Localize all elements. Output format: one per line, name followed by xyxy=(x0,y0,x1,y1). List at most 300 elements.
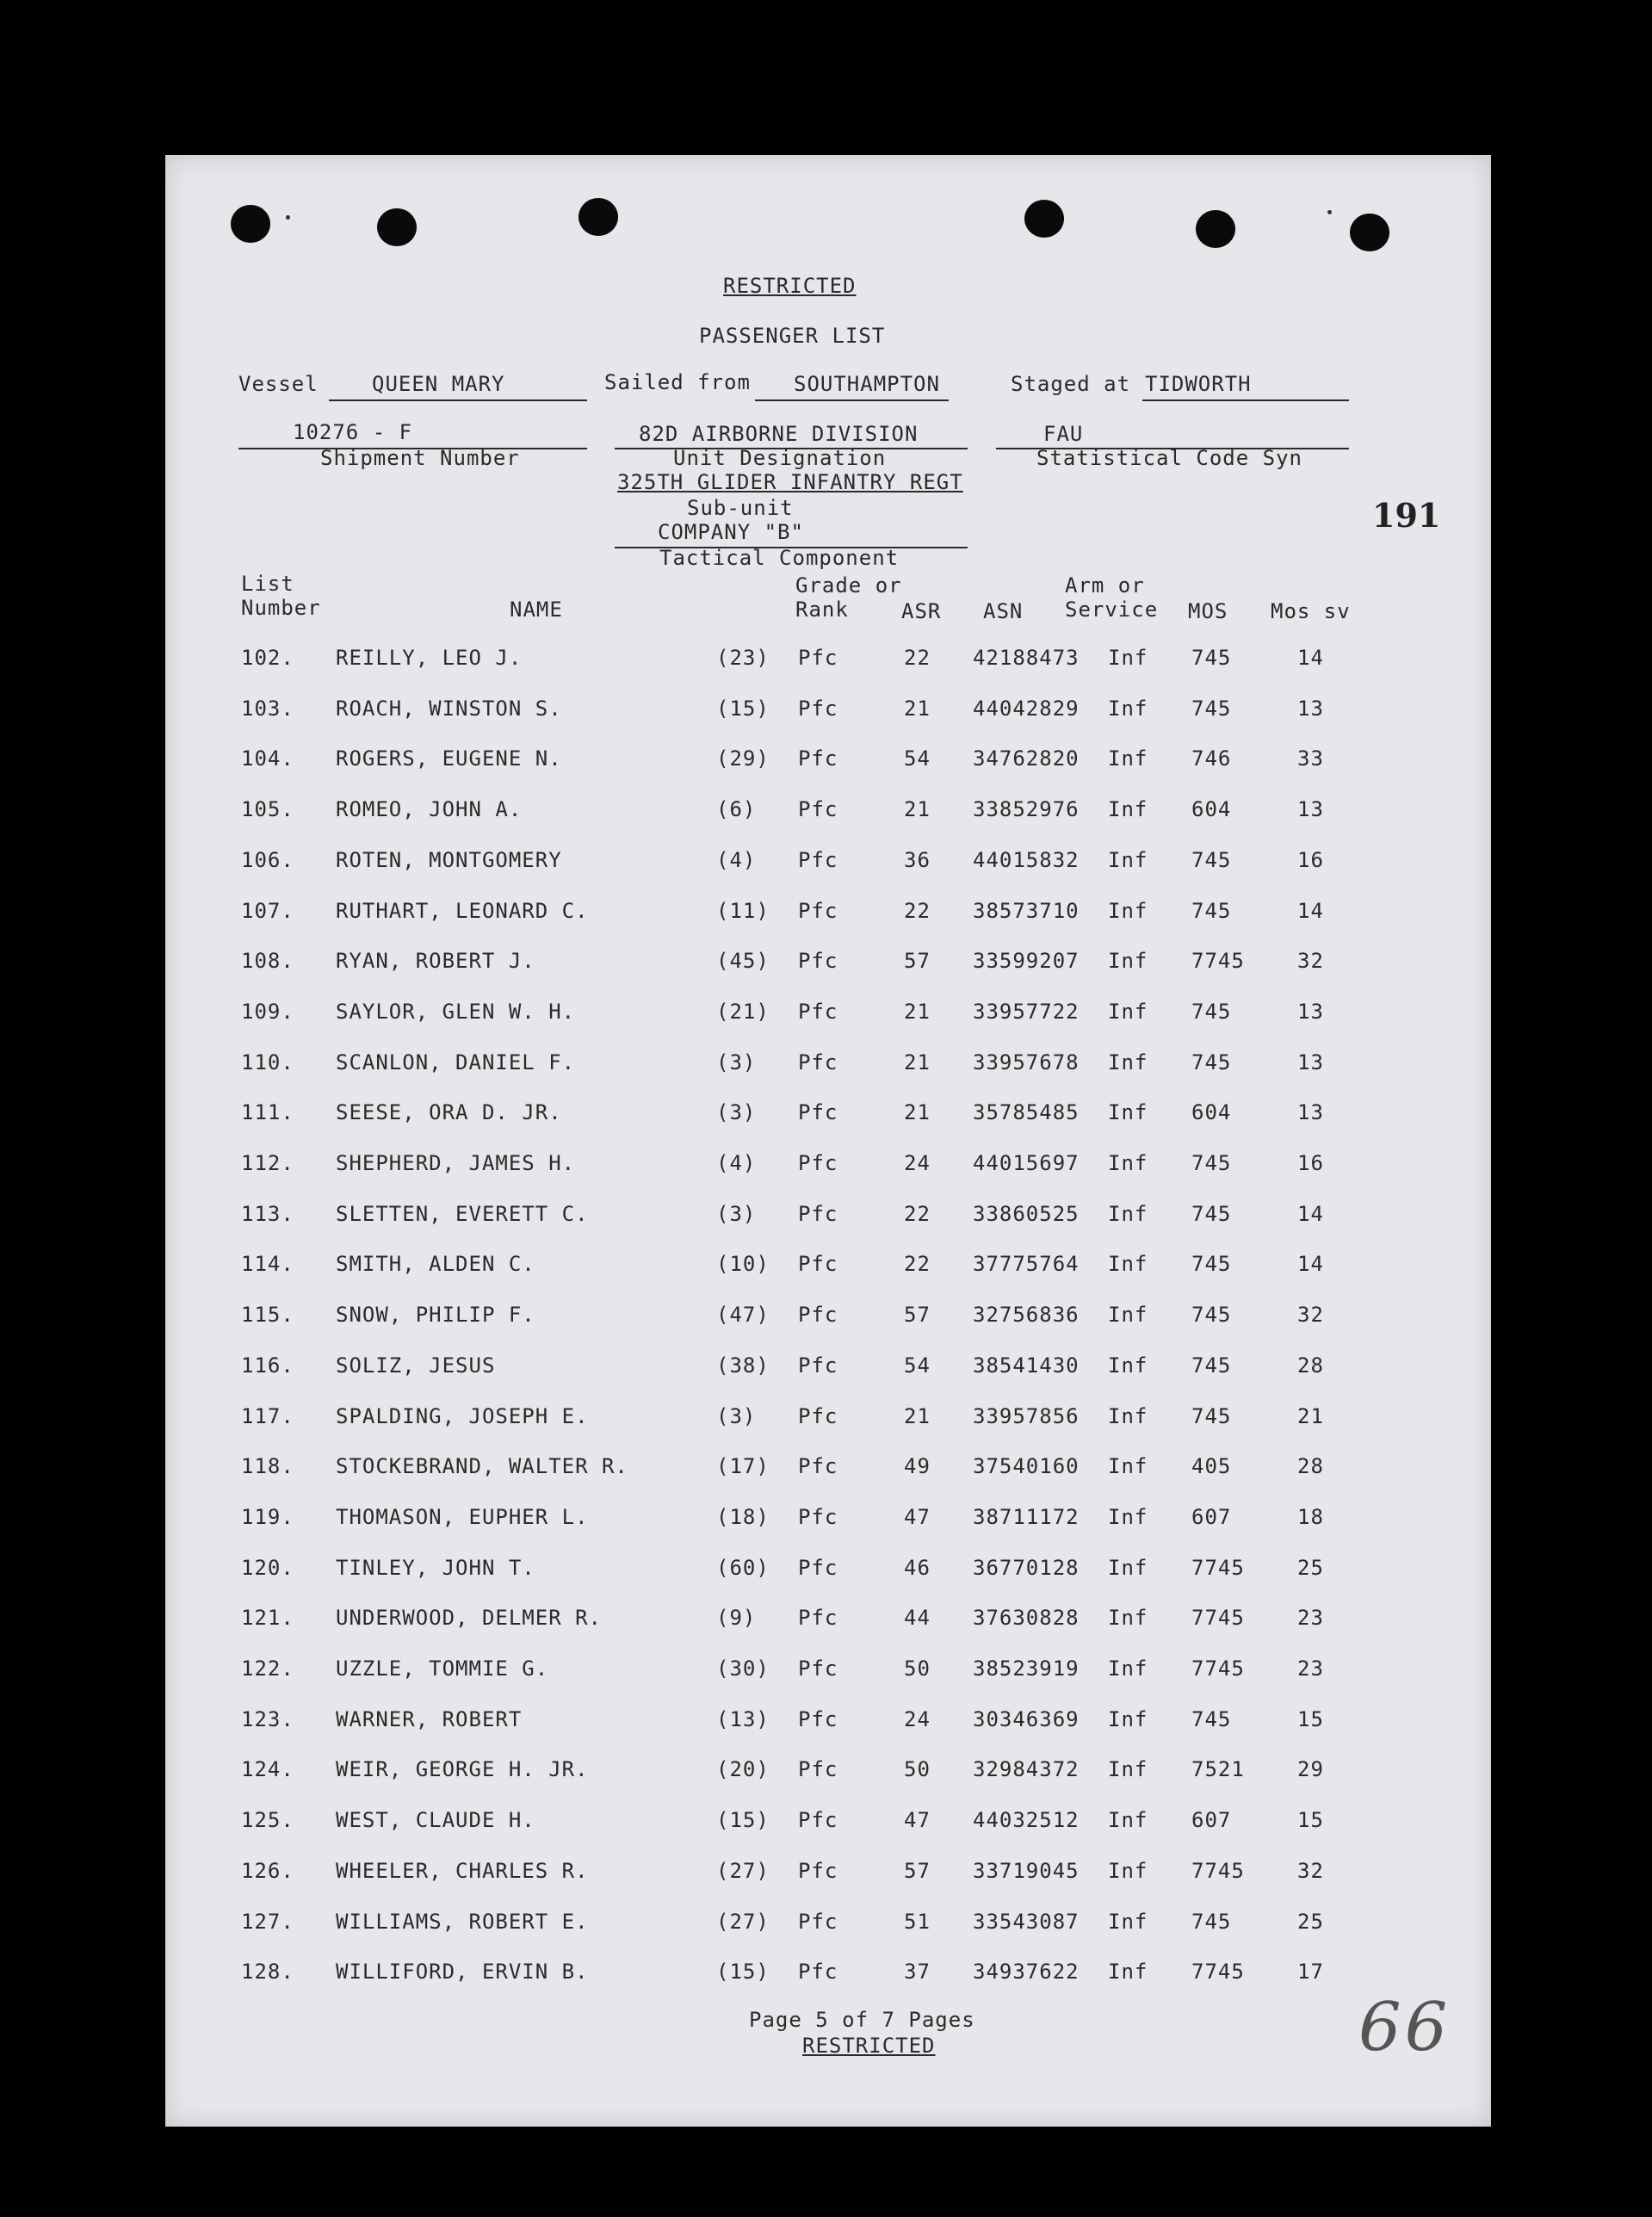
cell-asn: 36770128 xyxy=(973,1555,1080,1580)
punch-hole xyxy=(579,198,618,236)
table-row xyxy=(165,949,1491,983)
cell-asn: 33957722 xyxy=(973,999,1080,1024)
table-row xyxy=(165,1657,1491,1691)
cell-mos: 745 xyxy=(1191,898,1232,923)
cell-mossv: 16 xyxy=(1297,1151,1324,1175)
staged-line xyxy=(1142,399,1349,401)
table-row xyxy=(165,1100,1491,1135)
cell-mos: 745 xyxy=(1191,646,1232,670)
cell-arm: Inf xyxy=(1108,949,1148,974)
cell-mos: 7745 xyxy=(1191,1606,1245,1631)
cell-sv: (10) xyxy=(716,1252,770,1277)
cell-asr: 21 xyxy=(904,1100,931,1125)
cell-num: 104. xyxy=(241,746,294,771)
cell-grade: Pfc xyxy=(798,1454,838,1479)
col-grade-2: Rank xyxy=(795,598,849,622)
cell-mossv: 25 xyxy=(1297,1555,1324,1580)
cell-arm: Inf xyxy=(1108,696,1148,721)
cell-asr: 57 xyxy=(904,1858,931,1883)
cell-arm: Inf xyxy=(1108,847,1148,872)
table-row xyxy=(165,1252,1491,1286)
cell-mossv: 16 xyxy=(1297,847,1324,872)
cell-asr: 54 xyxy=(904,746,931,771)
cell-arm: Inf xyxy=(1108,1909,1148,1934)
cell-grade: Pfc xyxy=(798,1858,838,1883)
cell-sv: (3) xyxy=(716,1403,757,1428)
col-list-number-2: Number xyxy=(241,596,321,620)
cell-grade: Pfc xyxy=(798,1808,838,1833)
subunit-value: 325TH GLIDER INFANTRY REGT xyxy=(617,470,963,494)
cell-asr: 22 xyxy=(904,646,931,670)
cell-mossv: 13 xyxy=(1297,1050,1324,1074)
cell-asr: 47 xyxy=(904,1808,931,1833)
cell-grade: Pfc xyxy=(798,1555,838,1580)
cell-asn: 33957678 xyxy=(973,1050,1080,1074)
cell-name: TINLEY, JOHN T. xyxy=(336,1555,535,1580)
cell-name: WILLIFORD, ERVIN B. xyxy=(336,1960,589,1985)
cell-asn: 42188473 xyxy=(973,646,1080,670)
cell-asr: 24 xyxy=(904,1706,931,1731)
cell-num: 117. xyxy=(241,1403,294,1428)
cell-arm: Inf xyxy=(1108,746,1148,771)
cell-grade: Pfc xyxy=(798,1100,838,1125)
cell-sv: (15) xyxy=(716,1808,770,1833)
staged-value: TIDWORTH xyxy=(1145,372,1252,396)
cell-sv: (11) xyxy=(716,898,770,923)
cell-name: WHEELER, CHARLES R. xyxy=(336,1858,589,1883)
cell-mos: 746 xyxy=(1191,746,1232,771)
col-list-number-1: List xyxy=(241,572,294,596)
cell-mos: 745 xyxy=(1191,1909,1232,1934)
cell-num: 103. xyxy=(241,696,294,721)
cell-mossv: 23 xyxy=(1297,1657,1324,1681)
cell-arm: Inf xyxy=(1108,1504,1148,1529)
cell-sv: (9) xyxy=(716,1606,757,1631)
cell-num: 128. xyxy=(241,1960,294,1985)
cell-num: 114. xyxy=(241,1252,294,1277)
component-value: COMPANY "B" xyxy=(658,520,804,544)
cell-mos: 7745 xyxy=(1191,1555,1245,1580)
cell-asr: 49 xyxy=(904,1454,931,1479)
handwritten-number: 66 xyxy=(1358,1989,1451,2066)
cell-mossv: 33 xyxy=(1297,746,1324,771)
cell-mossv: 14 xyxy=(1297,1252,1324,1277)
table-row xyxy=(165,899,1491,933)
cell-name: SEESE, ORA D. JR. xyxy=(336,1100,562,1125)
cell-sv: (6) xyxy=(716,797,757,822)
cell-asr: 50 xyxy=(904,1757,931,1782)
cell-mossv: 15 xyxy=(1297,1706,1324,1731)
cell-asn: 44015697 xyxy=(973,1151,1080,1175)
cell-name: WILLIAMS, ROBERT E. xyxy=(336,1909,589,1934)
cell-mossv: 23 xyxy=(1297,1606,1324,1631)
cell-arm: Inf xyxy=(1108,1960,1148,1985)
cell-asn: 38541430 xyxy=(973,1353,1080,1378)
cell-mos: 607 xyxy=(1191,1504,1232,1529)
cell-name: SNOW, PHILIP F. xyxy=(336,1303,535,1328)
cell-asn: 44015832 xyxy=(973,847,1080,872)
cell-name: RYAN, ROBERT J. xyxy=(336,949,535,974)
cell-sv: (3) xyxy=(716,1100,757,1125)
cell-sv: (21) xyxy=(716,999,770,1024)
cell-name: ROMEO, JOHN A. xyxy=(336,797,523,822)
cell-num: 118. xyxy=(241,1454,294,1479)
cell-num: 124. xyxy=(241,1757,294,1782)
cell-asn: 34762820 xyxy=(973,746,1080,771)
cell-asn: 33543087 xyxy=(973,1909,1080,1934)
vessel-line xyxy=(329,399,587,401)
cell-grade: Pfc xyxy=(798,1403,838,1428)
cell-name: SMITH, ALDEN C. xyxy=(336,1252,535,1277)
cell-asn: 37775764 xyxy=(973,1252,1080,1277)
cell-grade: Pfc xyxy=(798,646,838,670)
cell-mos: 745 xyxy=(1191,1403,1232,1428)
table-row xyxy=(165,1859,1491,1893)
cell-arm: Inf xyxy=(1108,1657,1148,1681)
document-title: PASSENGER LIST xyxy=(699,324,886,348)
cell-mos: 745 xyxy=(1191,1353,1232,1378)
cell-asn: 44042829 xyxy=(973,696,1080,721)
cell-grade: Pfc xyxy=(798,1504,838,1529)
cell-name: ROGERS, EUGENE N. xyxy=(336,746,562,771)
vessel-label: Vessel xyxy=(238,372,319,396)
cell-sv: (4) xyxy=(716,847,757,872)
cell-arm: Inf xyxy=(1108,1151,1148,1175)
cell-num: 122. xyxy=(241,1657,294,1681)
table-row xyxy=(165,1353,1491,1388)
stamp-number: 191 xyxy=(1372,496,1441,535)
cell-sv: (23) xyxy=(716,646,770,670)
cell-asn: 38523919 xyxy=(973,1657,1080,1681)
cell-mos: 604 xyxy=(1191,797,1232,822)
table-row xyxy=(165,1303,1491,1337)
cell-sv: (3) xyxy=(716,1050,757,1074)
cell-mos: 7745 xyxy=(1191,949,1245,974)
table-row xyxy=(165,1910,1491,1944)
cell-mossv: 21 xyxy=(1297,1403,1324,1428)
cell-asn: 35785485 xyxy=(973,1100,1080,1125)
cell-arm: Inf xyxy=(1108,1100,1148,1125)
speck xyxy=(286,215,290,220)
cell-asn: 33860525 xyxy=(973,1201,1080,1226)
table-row xyxy=(165,746,1491,781)
table-row xyxy=(165,1556,1491,1590)
cell-asn: 44032512 xyxy=(973,1808,1080,1833)
cell-mossv: 17 xyxy=(1297,1960,1324,1985)
cell-asn: 37630828 xyxy=(973,1606,1080,1631)
cell-asn: 33599207 xyxy=(973,949,1080,974)
cell-mossv: 14 xyxy=(1297,646,1324,670)
cell-asr: 57 xyxy=(904,949,931,974)
cell-asn: 33719045 xyxy=(973,1858,1080,1883)
cell-grade: Pfc xyxy=(798,1252,838,1277)
cell-asn: 33852976 xyxy=(973,797,1080,822)
sailed-value: SOUTHAMPTON xyxy=(794,372,940,396)
cell-num: 102. xyxy=(241,646,294,670)
cell-num: 126. xyxy=(241,1858,294,1883)
cell-num: 109. xyxy=(241,999,294,1024)
table-row xyxy=(165,1808,1491,1842)
cell-name: UNDERWOOD, DELMER R. xyxy=(336,1606,602,1631)
cell-arm: Inf xyxy=(1108,797,1148,822)
cell-num: 113. xyxy=(241,1201,294,1226)
cell-name: SAYLOR, GLEN W. H. xyxy=(336,999,576,1024)
cell-arm: Inf xyxy=(1108,1808,1148,1833)
cell-num: 107. xyxy=(241,898,294,923)
cell-sv: (45) xyxy=(716,949,770,974)
cell-grade: Pfc xyxy=(798,797,838,822)
cell-name: REILLY, LEO J. xyxy=(336,646,523,670)
cell-arm: Inf xyxy=(1108,1555,1148,1580)
table-row xyxy=(165,1707,1491,1742)
cell-asr: 21 xyxy=(904,999,931,1024)
cell-grade: Pfc xyxy=(798,1909,838,1934)
cell-asr: 51 xyxy=(904,1909,931,1934)
cell-mossv: 32 xyxy=(1297,1303,1324,1328)
cell-grade: Pfc xyxy=(798,1353,838,1378)
cell-grade: Pfc xyxy=(798,1706,838,1731)
table-row xyxy=(165,1454,1491,1489)
table-row xyxy=(165,1606,1491,1640)
cell-sv: (17) xyxy=(716,1454,770,1479)
cell-num: 115. xyxy=(241,1303,294,1328)
cell-asr: 37 xyxy=(904,1960,931,1985)
cell-name: WARNER, ROBERT xyxy=(336,1706,523,1731)
col-grade-1: Grade or xyxy=(795,573,902,598)
table-row xyxy=(165,1202,1491,1236)
cell-mossv: 28 xyxy=(1297,1353,1324,1378)
cell-mossv: 32 xyxy=(1297,1858,1324,1883)
unit-label: Unit Designation xyxy=(673,446,887,470)
cell-num: 119. xyxy=(241,1504,294,1529)
cell-mos: 745 xyxy=(1191,847,1232,872)
cell-asn: 37540160 xyxy=(973,1454,1080,1479)
cell-grade: Pfc xyxy=(798,949,838,974)
cell-asn: 34937622 xyxy=(973,1960,1080,1985)
cell-grade: Pfc xyxy=(798,746,838,771)
cell-mos: 7745 xyxy=(1191,1657,1245,1681)
cell-name: THOMASON, EUPHER L. xyxy=(336,1504,589,1529)
cell-grade: Pfc xyxy=(798,1201,838,1226)
cell-mos: 604 xyxy=(1191,1100,1232,1125)
cell-grade: Pfc xyxy=(798,999,838,1024)
cell-sv: (4) xyxy=(716,1151,757,1175)
cell-sv: (47) xyxy=(716,1303,770,1328)
subunit-label: Sub-unit xyxy=(687,496,794,520)
cell-name: ROTEN, MONTGOMERY xyxy=(336,847,562,872)
cell-name: WEIR, GEORGE H. JR. xyxy=(336,1757,589,1782)
cell-mos: 745 xyxy=(1191,1151,1232,1175)
cell-asr: 36 xyxy=(904,847,931,872)
document-page xyxy=(165,155,1491,2127)
cell-num: 125. xyxy=(241,1808,294,1833)
punch-hole xyxy=(1024,200,1064,238)
cell-num: 116. xyxy=(241,1353,294,1378)
stat-label: Statistical Code Syn xyxy=(1036,446,1302,470)
table-row xyxy=(165,1050,1491,1085)
cell-mos: 7745 xyxy=(1191,1960,1245,1985)
cell-asr: 50 xyxy=(904,1657,931,1681)
cell-mossv: 25 xyxy=(1297,1909,1324,1934)
cell-grade: Pfc xyxy=(798,1050,838,1074)
table-row xyxy=(165,797,1491,832)
cell-mossv: 15 xyxy=(1297,1808,1324,1833)
cell-name: SLETTEN, EVERETT C. xyxy=(336,1201,589,1226)
cell-asr: 21 xyxy=(904,696,931,721)
cell-num: 123. xyxy=(241,1706,294,1731)
cell-name: SHEPHERD, JAMES H. xyxy=(336,1151,576,1175)
cell-asr: 22 xyxy=(904,1252,931,1277)
cell-name: ROACH, WINSTON S. xyxy=(336,696,562,721)
cell-asn: 32984372 xyxy=(973,1757,1080,1782)
punch-hole xyxy=(1196,210,1235,248)
cell-mossv: 14 xyxy=(1297,898,1324,923)
table-row xyxy=(165,1404,1491,1439)
cell-mos: 7521 xyxy=(1191,1757,1245,1782)
col-arm-2: Service xyxy=(1065,598,1159,622)
cell-mos: 745 xyxy=(1191,1050,1232,1074)
cell-sv: (20) xyxy=(716,1757,770,1782)
table-row xyxy=(165,1960,1491,1994)
punch-hole xyxy=(231,205,270,243)
component-label: Tactical Component xyxy=(659,546,900,570)
col-arm-1: Arm or xyxy=(1065,573,1145,598)
cell-mossv: 13 xyxy=(1297,1100,1324,1125)
cell-num: 111. xyxy=(241,1100,294,1125)
cell-arm: Inf xyxy=(1108,1252,1148,1277)
cell-name: STOCKEBRAND, WALTER R. xyxy=(336,1454,628,1479)
cell-sv: (15) xyxy=(716,1960,770,1985)
page-indicator: Page 5 of 7 Pages xyxy=(749,2008,975,2032)
unit-designation: 82D AIRBORNE DIVISION xyxy=(639,422,919,446)
cell-sv: (3) xyxy=(716,1201,757,1226)
cell-asr: 24 xyxy=(904,1151,931,1175)
cell-asr: 22 xyxy=(904,898,931,923)
cell-asn: 38711172 xyxy=(973,1504,1080,1529)
cell-sv: (15) xyxy=(716,696,770,721)
col-mos: MOS xyxy=(1188,599,1228,623)
sailed-label: Sailed from xyxy=(604,370,751,394)
cell-arm: Inf xyxy=(1108,1353,1148,1378)
cell-grade: Pfc xyxy=(798,696,838,721)
table-row xyxy=(165,697,1491,731)
cell-arm: Inf xyxy=(1108,1050,1148,1074)
cell-mossv: 13 xyxy=(1297,999,1324,1024)
sailed-line xyxy=(755,399,949,401)
cell-grade: Pfc xyxy=(798,1151,838,1175)
cell-name: SCANLON, DANIEL F. xyxy=(336,1050,576,1074)
cell-grade: Pfc xyxy=(798,1606,838,1631)
cell-grade: Pfc xyxy=(798,847,838,872)
cell-arm: Inf xyxy=(1108,1706,1148,1731)
cell-asr: 21 xyxy=(904,1403,931,1428)
cell-num: 121. xyxy=(241,1606,294,1631)
classification-top: RESTRICTED xyxy=(723,274,857,298)
cell-sv: (13) xyxy=(716,1706,770,1731)
cell-sv: (29) xyxy=(716,746,770,771)
cell-asr: 44 xyxy=(904,1606,931,1631)
table-row xyxy=(165,1151,1491,1186)
cell-sv: (18) xyxy=(716,1504,770,1529)
col-asn: ASN xyxy=(983,599,1024,623)
cell-mos: 607 xyxy=(1191,1808,1232,1833)
cell-sv: (27) xyxy=(716,1909,770,1934)
cell-sv: (60) xyxy=(716,1555,770,1580)
cell-sv: (38) xyxy=(716,1353,770,1378)
cell-arm: Inf xyxy=(1108,1858,1148,1883)
cell-mossv: 14 xyxy=(1297,1201,1324,1226)
shipment-label: Shipment Number xyxy=(320,446,520,470)
cell-arm: Inf xyxy=(1108,1606,1148,1631)
cell-mossv: 18 xyxy=(1297,1504,1324,1529)
cell-arm: Inf xyxy=(1108,1454,1148,1479)
cell-mossv: 29 xyxy=(1297,1757,1324,1782)
staged-label: Staged at xyxy=(1011,372,1131,396)
cell-grade: Pfc xyxy=(798,1303,838,1328)
cell-grade: Pfc xyxy=(798,1960,838,1985)
cell-name: SPALDING, JOSEPH E. xyxy=(336,1403,589,1428)
classification-bottom: RESTRICTED xyxy=(802,2034,936,2058)
col-name: NAME xyxy=(510,598,563,622)
cell-mossv: 13 xyxy=(1297,797,1324,822)
cell-mos: 745 xyxy=(1191,1201,1232,1226)
cell-asr: 22 xyxy=(904,1201,931,1226)
cell-mos: 745 xyxy=(1191,696,1232,721)
table-row xyxy=(165,646,1491,680)
cell-arm: Inf xyxy=(1108,646,1148,670)
cell-arm: Inf xyxy=(1108,1403,1148,1428)
cell-sv: (30) xyxy=(716,1657,770,1681)
stat-code: FAU xyxy=(1043,422,1084,446)
cell-name: SOLIZ, JESUS xyxy=(336,1353,496,1378)
cell-asn: 33957856 xyxy=(973,1403,1080,1428)
cell-mos: 405 xyxy=(1191,1454,1232,1479)
cell-mos: 745 xyxy=(1191,999,1232,1024)
shipment-number: 10276 - F xyxy=(293,420,413,444)
cell-num: 110. xyxy=(241,1050,294,1074)
cell-num: 108. xyxy=(241,949,294,974)
cell-asn: 30346369 xyxy=(973,1706,1080,1731)
cell-asr: 57 xyxy=(904,1303,931,1328)
cell-asn: 38573710 xyxy=(973,898,1080,923)
cell-arm: Inf xyxy=(1108,999,1148,1024)
cell-mossv: 28 xyxy=(1297,1454,1324,1479)
table-row xyxy=(165,1000,1491,1034)
table-row xyxy=(165,1757,1491,1792)
cell-asr: 21 xyxy=(904,1050,931,1074)
col-asr: ASR xyxy=(901,599,942,623)
cell-name: WEST, CLAUDE H. xyxy=(336,1808,535,1833)
cell-name: UZZLE, TOMMIE G. xyxy=(336,1657,549,1681)
cell-asr: 46 xyxy=(904,1555,931,1580)
punch-hole xyxy=(377,208,417,246)
table-row xyxy=(165,1505,1491,1539)
cell-arm: Inf xyxy=(1108,1201,1148,1226)
cell-mossv: 32 xyxy=(1297,949,1324,974)
cell-grade: Pfc xyxy=(798,1657,838,1681)
cell-mos: 745 xyxy=(1191,1706,1232,1731)
cell-num: 127. xyxy=(241,1909,294,1934)
cell-num: 112. xyxy=(241,1151,294,1175)
cell-mos: 7745 xyxy=(1191,1858,1245,1883)
punch-hole xyxy=(1350,214,1389,251)
table-row xyxy=(165,848,1491,882)
cell-grade: Pfc xyxy=(798,1757,838,1782)
cell-arm: Inf xyxy=(1108,1757,1148,1782)
cell-num: 105. xyxy=(241,797,294,822)
cell-asr: 21 xyxy=(904,797,931,822)
cell-mos: 745 xyxy=(1191,1252,1232,1277)
